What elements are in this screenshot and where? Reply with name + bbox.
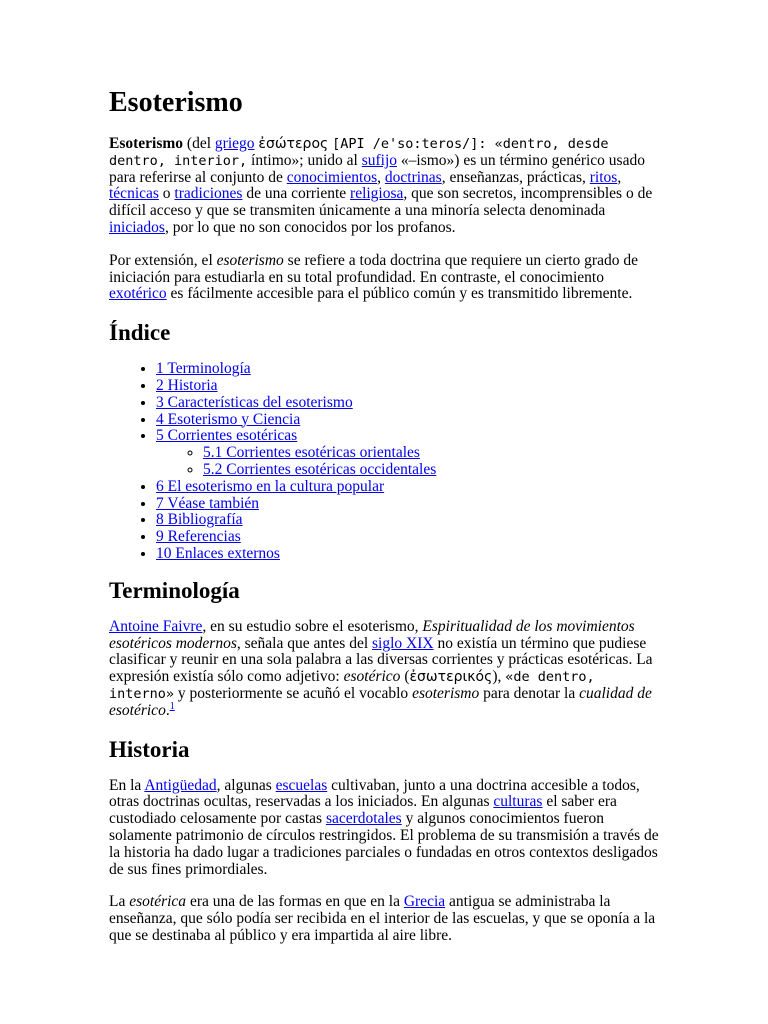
text-run: de una corriente [242, 185, 351, 203]
historia-paragraph-1 [109, 778, 661, 879]
toc-item [156, 529, 661, 546]
text-run: ( [400, 668, 410, 686]
toc-item [156, 428, 661, 478]
text-run: , en su estudio sobre el esoterismo, [202, 617, 423, 635]
text-run: y posteriormente se acuñó el vocablo [174, 684, 413, 702]
toc-link-terminologia[interactable]: 1 Terminología [156, 360, 251, 378]
historia-paragraph-2 [109, 894, 661, 944]
link-escuelas[interactable]: escuelas [275, 776, 328, 794]
link-griego[interactable]: griego [214, 135, 255, 152]
text-run: para denotar la [479, 684, 580, 702]
link-ritos[interactable]: ritos [589, 168, 618, 186]
toc-link-cultura-popular[interactable]: 6 El esoterismo en la cultura popular [156, 477, 385, 495]
text-run: , [617, 168, 622, 186]
toc-item [156, 378, 661, 395]
link-iniciados[interactable]: iniciados [109, 218, 165, 236]
toc-heading: Índice [109, 320, 171, 346]
toc-item [156, 395, 661, 412]
text-run: o [158, 185, 175, 203]
text-run: cultivaban, junto a una doctrina accesible a todos, otras doctrinas ocultas, reservadas a los iniciados. En algunas [109, 776, 640, 811]
text-run: no existía un término que pudiese clasificar y reunir en una sola palabra a las diversas corrientes y prácticas esotéricas. La expresión existía sólo como adjetivo: [109, 634, 653, 686]
section-heading-historia: Historia [109, 736, 190, 762]
gloss: «de dentro, interno» [109, 669, 595, 702]
toc-link-caracteristicas[interactable]: 3 Características del esoterismo [156, 393, 353, 411]
table-of-contents [109, 361, 661, 563]
text-run: , señala que antes del [236, 634, 373, 652]
text-run: antigua se administraba la enseñanza, que sólo podía ser recibida en el interior de las escuelas, y que se oponía a la que se destinaba al público y era impartida al aire libre. [109, 893, 656, 944]
term-bold: Esoterismo [109, 135, 184, 152]
text-run: era una de las formas en que en la [186, 893, 404, 911]
link-exoterico[interactable]: exotérico [109, 285, 167, 303]
text-run: , enseñanzas, prácticas, [441, 168, 590, 186]
link-sufijo[interactable]: sufijo [361, 151, 398, 169]
text-run: se refiere a toda doctrina que requiere un cierto grado de iniciación para estudiarla en su total profundidad. En contraste, el conocimiento [109, 251, 638, 286]
link-culturas[interactable]: culturas [493, 793, 543, 811]
toc-link-corrientes[interactable]: 5 Corrientes esotéricas [156, 427, 298, 445]
text-run: (del [183, 135, 215, 152]
link-tradiciones[interactable]: tradiciones [174, 185, 243, 203]
toc-link-referencias[interactable]: 9 Referencias [156, 528, 241, 546]
article-body [109, 86, 661, 961]
link-faivre[interactable]: Antoine Faivre [109, 617, 203, 635]
text-run: y algunos conocimientos fueron solamente patrimonio de círculos restringidos. El problema de su transmisión a través de la historia ha dado lugar a tradiciones parciales o fundadas en otros contextos desligados de sus fines primordiales. [109, 810, 659, 878]
text-run: el saber era custodiado celosamente por castas [109, 793, 617, 828]
extension-paragraph [109, 253, 661, 303]
link-tecnicas[interactable]: técnicas [109, 185, 159, 203]
text-run: En la [109, 776, 145, 794]
italic-term: esotérico [343, 668, 401, 686]
link-grecia[interactable]: Grecia [403, 893, 446, 911]
link-religiosa[interactable]: religiosa [350, 185, 404, 203]
text-run: La [109, 893, 130, 911]
toc-item [156, 412, 661, 429]
reference-link-1[interactable]: 1 [169, 700, 175, 712]
terminologia-paragraph [109, 619, 661, 720]
page-title: Esoterismo [109, 87, 243, 118]
toc-link-enlaces[interactable]: 10 Enlaces externos [156, 544, 280, 562]
italic-term: esoterismo [412, 684, 480, 702]
link-siglo-xix[interactable]: siglo XIX [372, 634, 434, 652]
italic-term: esotérica [129, 893, 187, 911]
text-run: , por lo que no son conocidos por los profanos. [164, 218, 456, 236]
toc-item [156, 512, 661, 529]
toc-link-vease[interactable]: 7 Véase también [156, 494, 260, 512]
toc-item [156, 361, 661, 378]
text-run: es fácilmente accesible para el público común y es transmitido libremente. [166, 285, 633, 303]
toc-link-bibliografia[interactable]: 8 Bibliografía [156, 511, 243, 529]
toc-item [156, 479, 661, 496]
link-antiguedad[interactable]: Antigüedad [144, 776, 217, 794]
section-heading-terminologia: Terminología [109, 577, 240, 603]
toc-subitem [203, 445, 661, 462]
greek-word: ἐσωτερικός [409, 669, 493, 686]
toc-subitem [203, 462, 661, 479]
intro-paragraph [109, 136, 661, 237]
text-run: «–ismo») es un término genérico usado para referirse al conjunto de [109, 151, 645, 186]
text-run: , algunas [216, 776, 276, 794]
toc-link-orientales[interactable]: 5.1 Corrientes esotéricas orientales [203, 444, 420, 462]
text-run: íntimo»; unido al [247, 151, 362, 169]
text-run: Por extensión, el [109, 251, 217, 269]
italic-term: esoterismo [216, 251, 284, 269]
text-run: , que son secretos, incomprensibles o de difícil acceso y que se transmiten únicamente a una minoría selecta denominada [109, 185, 653, 220]
greek-word: ἐσώτερος [258, 136, 329, 152]
toc-item [156, 546, 661, 563]
toc-link-occidentales[interactable]: 5.2 Corrientes esotéricas occidentales [203, 460, 437, 478]
text-run: . [165, 701, 170, 719]
text-run: ), [492, 668, 506, 686]
toc-sublist [156, 445, 661, 479]
italic-term: cualidad de esotérico [109, 684, 652, 719]
italic-title: Espiritualidad de los movimientos esotéricos modernos [109, 617, 635, 652]
link-sacerdotales[interactable]: sacerdotales [325, 810, 402, 828]
pronunciation: [API /e'so:teros/]: «dentro, desde dentro, interior, [109, 136, 609, 169]
toc-link-ciencia[interactable]: 4 Esoterismo y Ciencia [156, 410, 301, 428]
toc-link-historia[interactable]: 2 Historia [156, 376, 218, 394]
text-run: , [377, 168, 385, 186]
link-doctrinas[interactable]: doctrinas [384, 168, 442, 186]
link-conocimientos[interactable]: conocimientos [286, 168, 378, 186]
toc-item [156, 496, 661, 513]
